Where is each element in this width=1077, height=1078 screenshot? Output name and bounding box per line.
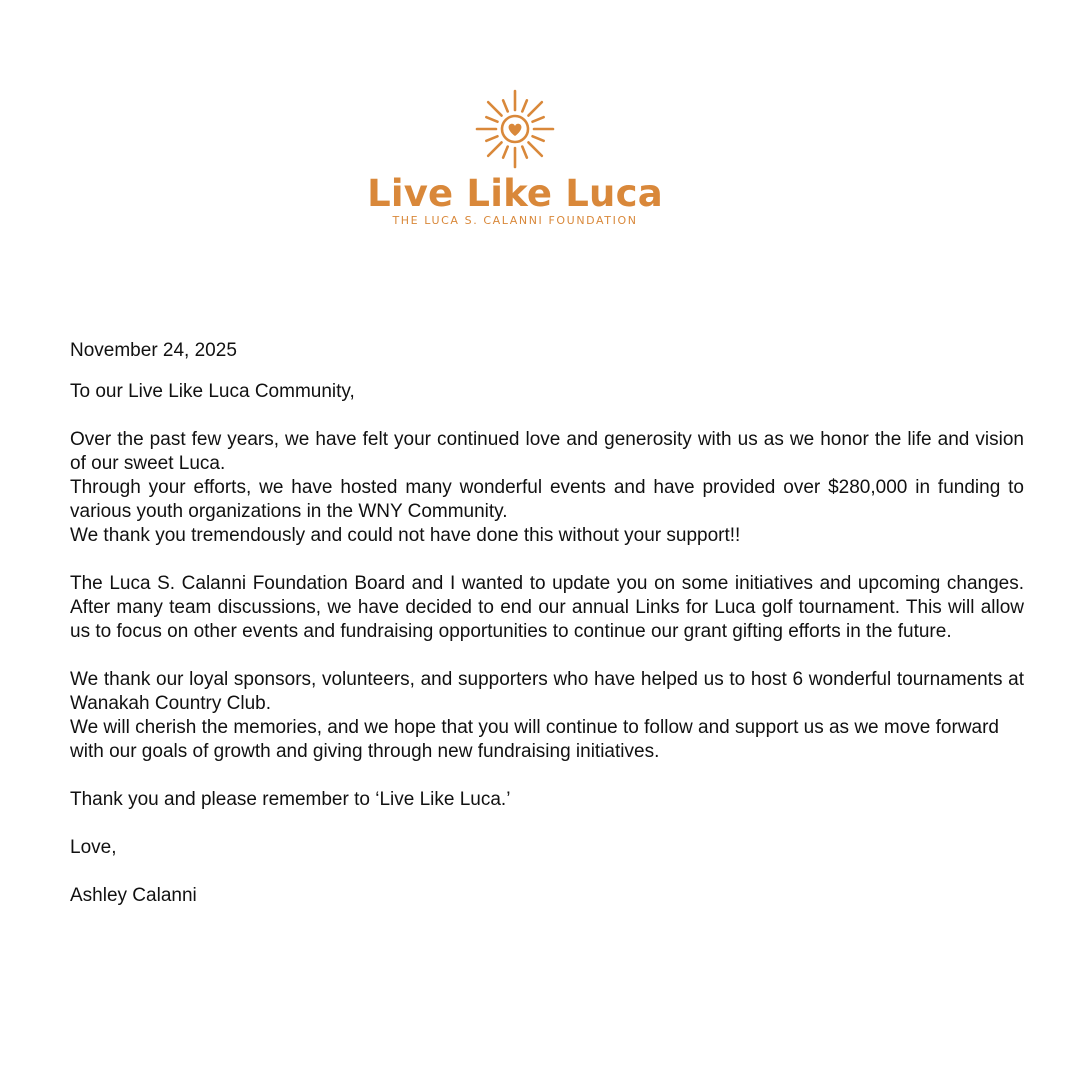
paragraph-line: Through your efforts, we have hosted many wonderful events and have provided over $280,000 in funding to various youth organizations in the WNY Community. xyxy=(70,477,1024,522)
letter-date: November 24, 2025 xyxy=(70,340,237,361)
brand-tagline: THE LUCA S. CALANNI FOUNDATION xyxy=(392,214,638,227)
letterhead xyxy=(0,88,1030,227)
paragraph-line: The Luca S. Calanni Foundation Board and I wanted to update you on some initiatives and upcoming changes. After many team discussions, we have decided to end our annual Links for Luca golf tournament. This will allow us to focus on other events and fundraising opportunities to continue our grant gifting efforts in the future. xyxy=(70,573,1024,642)
paragraph-line: Over the past few years, we have felt your continued love and generosity with us as we honor the life and vision of our sweet Luca. xyxy=(70,429,1024,474)
sun-ray xyxy=(488,142,501,155)
sun-ray xyxy=(486,117,497,122)
paragraph-line: We thank our loyal sponsors, volunteers, and supporters who have helped us to host 6 wonderful tournaments at Wanakah Country Club. xyxy=(70,669,1024,714)
letter-body xyxy=(70,339,1024,908)
paragraph-gratitude xyxy=(70,428,1024,548)
sun-ray xyxy=(528,102,541,115)
letter-closing: Love, xyxy=(70,837,117,858)
sun-ray xyxy=(528,142,541,155)
sun-heart-icon xyxy=(474,88,556,170)
sun-ray xyxy=(486,136,497,141)
letter-signature: Ashley Calanni xyxy=(70,885,197,906)
sun-ray xyxy=(522,147,527,158)
sun-ray xyxy=(522,100,527,111)
sun-ray xyxy=(503,100,508,111)
brand-name: Live Like Luca xyxy=(367,172,663,215)
paragraph-line: We will cherish the memories, and we hope that you will continue to follow and support us as we move forward with our goals of growth and giving through new fundraising initiatives. xyxy=(70,717,999,762)
sun-ray xyxy=(533,117,544,122)
sun-ray xyxy=(503,147,508,158)
paragraph-thanks xyxy=(70,668,1024,764)
paragraph-line: We thank you tremendously and could not have done this without your support!! xyxy=(70,525,741,546)
letter-greeting: To our Live Like Luca Community, xyxy=(70,381,355,402)
paragraph-remember: Thank you and please remember to ‘Live Like Luca.’ xyxy=(70,789,511,810)
sun-ray xyxy=(533,136,544,141)
sun-ray xyxy=(488,102,501,115)
paragraph-update xyxy=(70,572,1024,644)
